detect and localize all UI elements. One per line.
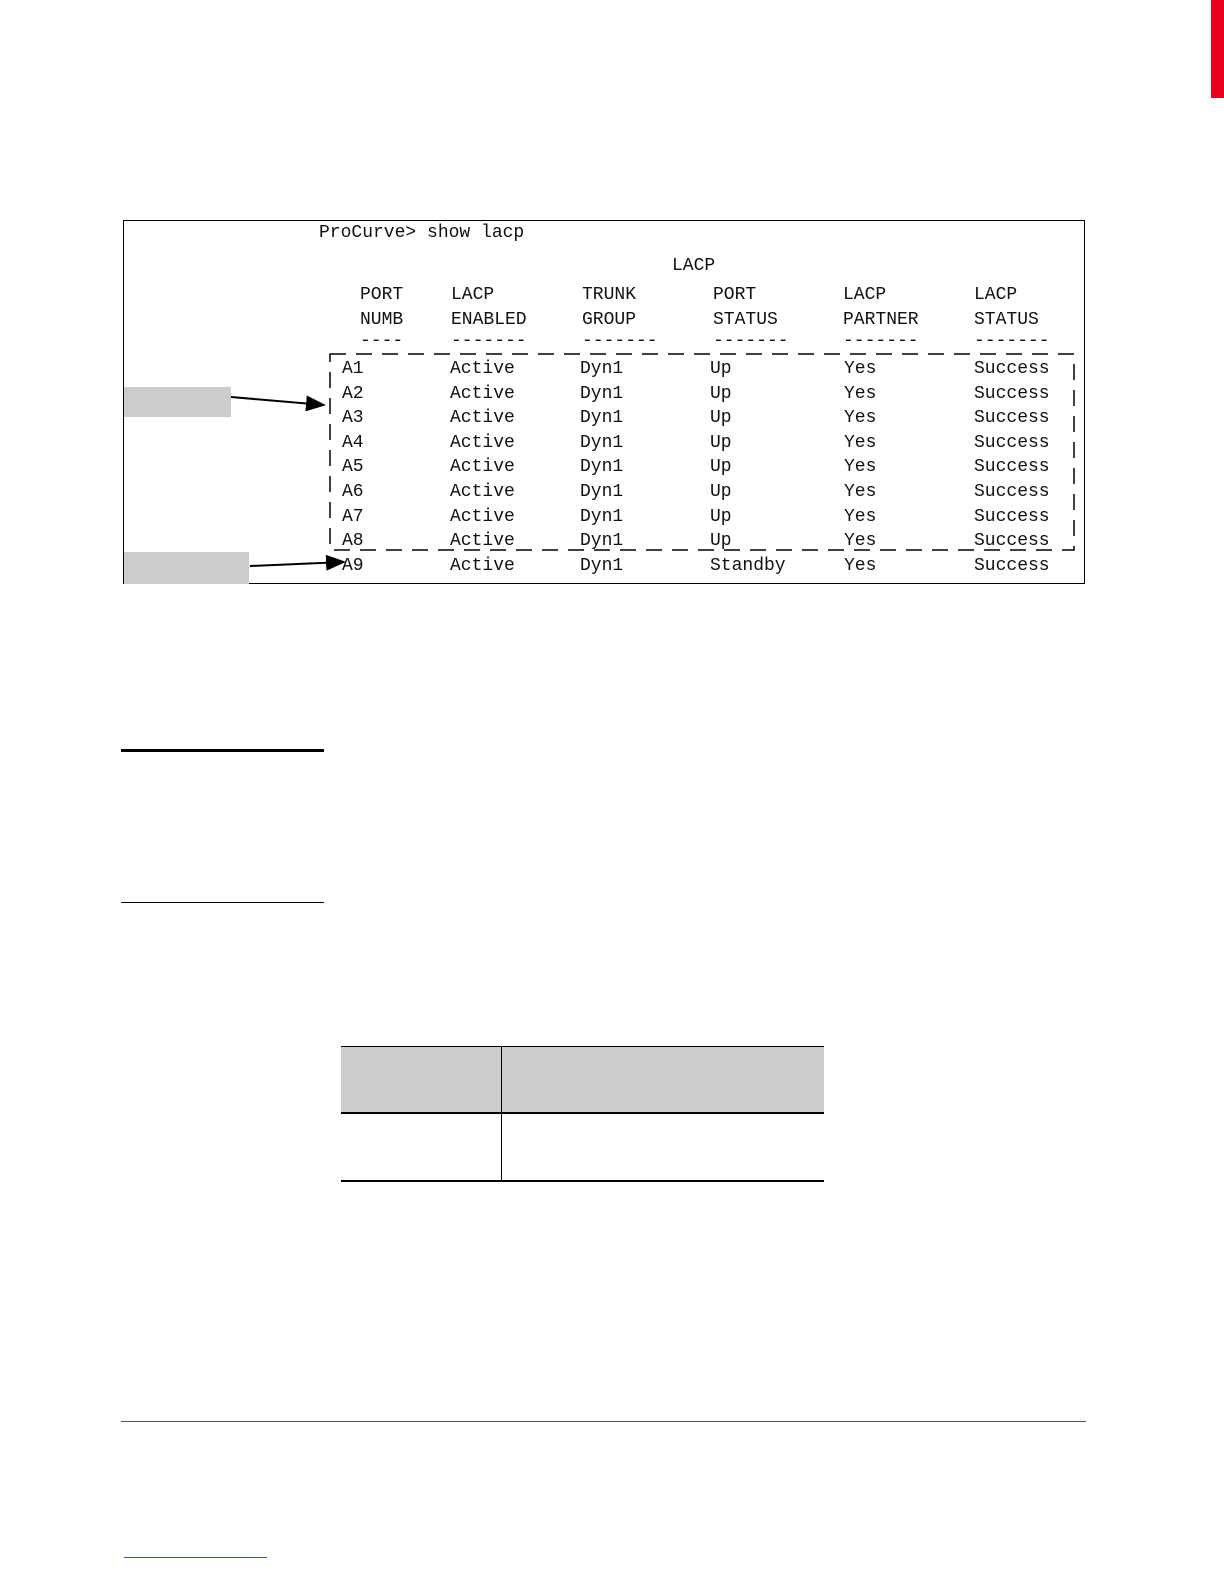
cell-trunk-group: Dyn1 — [580, 482, 624, 502]
cell-lacp-partner: Yes — [844, 457, 877, 477]
dash-col-2: ------- — [451, 331, 527, 351]
cell-port: A9 — [342, 556, 364, 576]
info-table-column-divider — [501, 1046, 502, 1182]
command-line: ProCurve> show lacp — [319, 223, 525, 243]
cell-lacp-partner: Yes — [844, 507, 877, 527]
cell-trunk-group: Dyn1 — [580, 556, 624, 576]
footer-link-underline[interactable] — [124, 1557, 267, 1558]
dash-col-5: ------- — [843, 331, 919, 351]
cell-lacp-enabled: Active — [450, 433, 515, 453]
cell-trunk-group: Dyn1 — [580, 433, 624, 453]
info-table — [341, 1046, 824, 1182]
cell-port: A2 — [342, 384, 364, 404]
cell-lacp-status: Success — [974, 482, 1050, 502]
dash-col-3: ------- — [582, 331, 658, 351]
header-numb: NUMB — [360, 310, 404, 330]
trunk-group-bracket — [330, 354, 1074, 550]
cell-trunk-group: Dyn1 — [580, 531, 624, 551]
arrow-to-standby-port — [250, 562, 344, 566]
cell-lacp-enabled: Active — [450, 384, 515, 404]
info-table-header — [341, 1046, 824, 1112]
cell-port: A4 — [342, 433, 364, 453]
cell-lacp-enabled: Active — [450, 507, 515, 527]
cell-port: A3 — [342, 408, 364, 428]
annotation-overlay — [124, 221, 1086, 585]
cell-port-status: Up — [710, 457, 732, 477]
cell-lacp-partner: Yes — [844, 384, 877, 404]
cell-lacp-partner: Yes — [844, 556, 877, 576]
header-lacp-status: LACP — [974, 285, 1018, 305]
cell-port: A8 — [342, 531, 364, 551]
cell-port-status: Up — [710, 531, 732, 551]
cell-trunk-group: Dyn1 — [580, 457, 624, 477]
cell-lacp-partner: Yes — [844, 482, 877, 502]
cell-port-status: Up — [710, 507, 732, 527]
cell-lacp-partner: Yes — [844, 531, 877, 551]
cell-port-status: Standby — [710, 556, 786, 576]
dash-col-1: ---- — [360, 331, 404, 351]
header-group: GROUP — [582, 310, 637, 330]
info-table-header-rule — [341, 1112, 824, 1114]
cell-port: A5 — [342, 457, 364, 477]
cell-lacp-enabled: Active — [450, 531, 515, 551]
cell-lacp-status: Success — [974, 433, 1050, 453]
cell-port-status: Up — [710, 433, 732, 453]
header-trunk: TRUNK — [582, 285, 637, 305]
cell-port-status: Up — [710, 408, 732, 428]
header-partner: PARTNER — [843, 310, 919, 330]
cell-port: A1 — [342, 359, 364, 379]
cell-port: A6 — [342, 482, 364, 502]
header-port: PORT — [360, 285, 404, 305]
header-status: STATUS — [713, 310, 778, 330]
header-status-2: STATUS — [974, 310, 1039, 330]
section-rule-heavy — [121, 749, 324, 752]
section-rule-light — [121, 902, 324, 903]
arrow-to-trunk-group — [231, 397, 324, 405]
cell-lacp-enabled: Active — [450, 457, 515, 477]
header-lacp-enabled: LACP — [451, 285, 495, 305]
cell-lacp-status: Success — [974, 531, 1050, 551]
cell-lacp-status: Success — [974, 457, 1050, 477]
cell-trunk-group: Dyn1 — [580, 408, 624, 428]
lacp-title: LACP — [672, 256, 716, 276]
header-lacp-partner: LACP — [843, 285, 887, 305]
cell-lacp-enabled: Active — [450, 556, 515, 576]
lacp-terminal-figure — [123, 220, 1085, 584]
cell-port-status: Up — [710, 384, 732, 404]
cell-lacp-status: Success — [974, 408, 1050, 428]
cell-lacp-enabled: Active — [450, 482, 515, 502]
cell-lacp-status: Success — [974, 507, 1050, 527]
header-port-status: PORT — [713, 285, 757, 305]
cell-lacp-partner: Yes — [844, 359, 877, 379]
cell-port-status: Up — [710, 482, 732, 502]
cell-trunk-group: Dyn1 — [580, 384, 624, 404]
dash-col-6: ------- — [974, 331, 1050, 351]
cell-lacp-partner: Yes — [844, 433, 877, 453]
cell-lacp-status: Success — [974, 359, 1050, 379]
header-enabled: ENABLED — [451, 310, 527, 330]
chapter-tab — [1211, 0, 1224, 98]
cell-lacp-status: Success — [974, 384, 1050, 404]
info-table-top-rule — [341, 1046, 824, 1047]
footer-rule — [121, 1421, 1086, 1422]
cell-port: A7 — [342, 507, 364, 527]
dash-col-4: ------- — [713, 331, 789, 351]
cell-lacp-partner: Yes — [844, 408, 877, 428]
info-table-bottom-rule — [341, 1180, 824, 1182]
cell-trunk-group: Dyn1 — [580, 359, 624, 379]
cell-port-status: Up — [710, 359, 732, 379]
cell-lacp-enabled: Active — [450, 359, 515, 379]
cell-trunk-group: Dyn1 — [580, 507, 624, 527]
cell-lacp-status: Success — [974, 556, 1050, 576]
cell-lacp-enabled: Active — [450, 408, 515, 428]
